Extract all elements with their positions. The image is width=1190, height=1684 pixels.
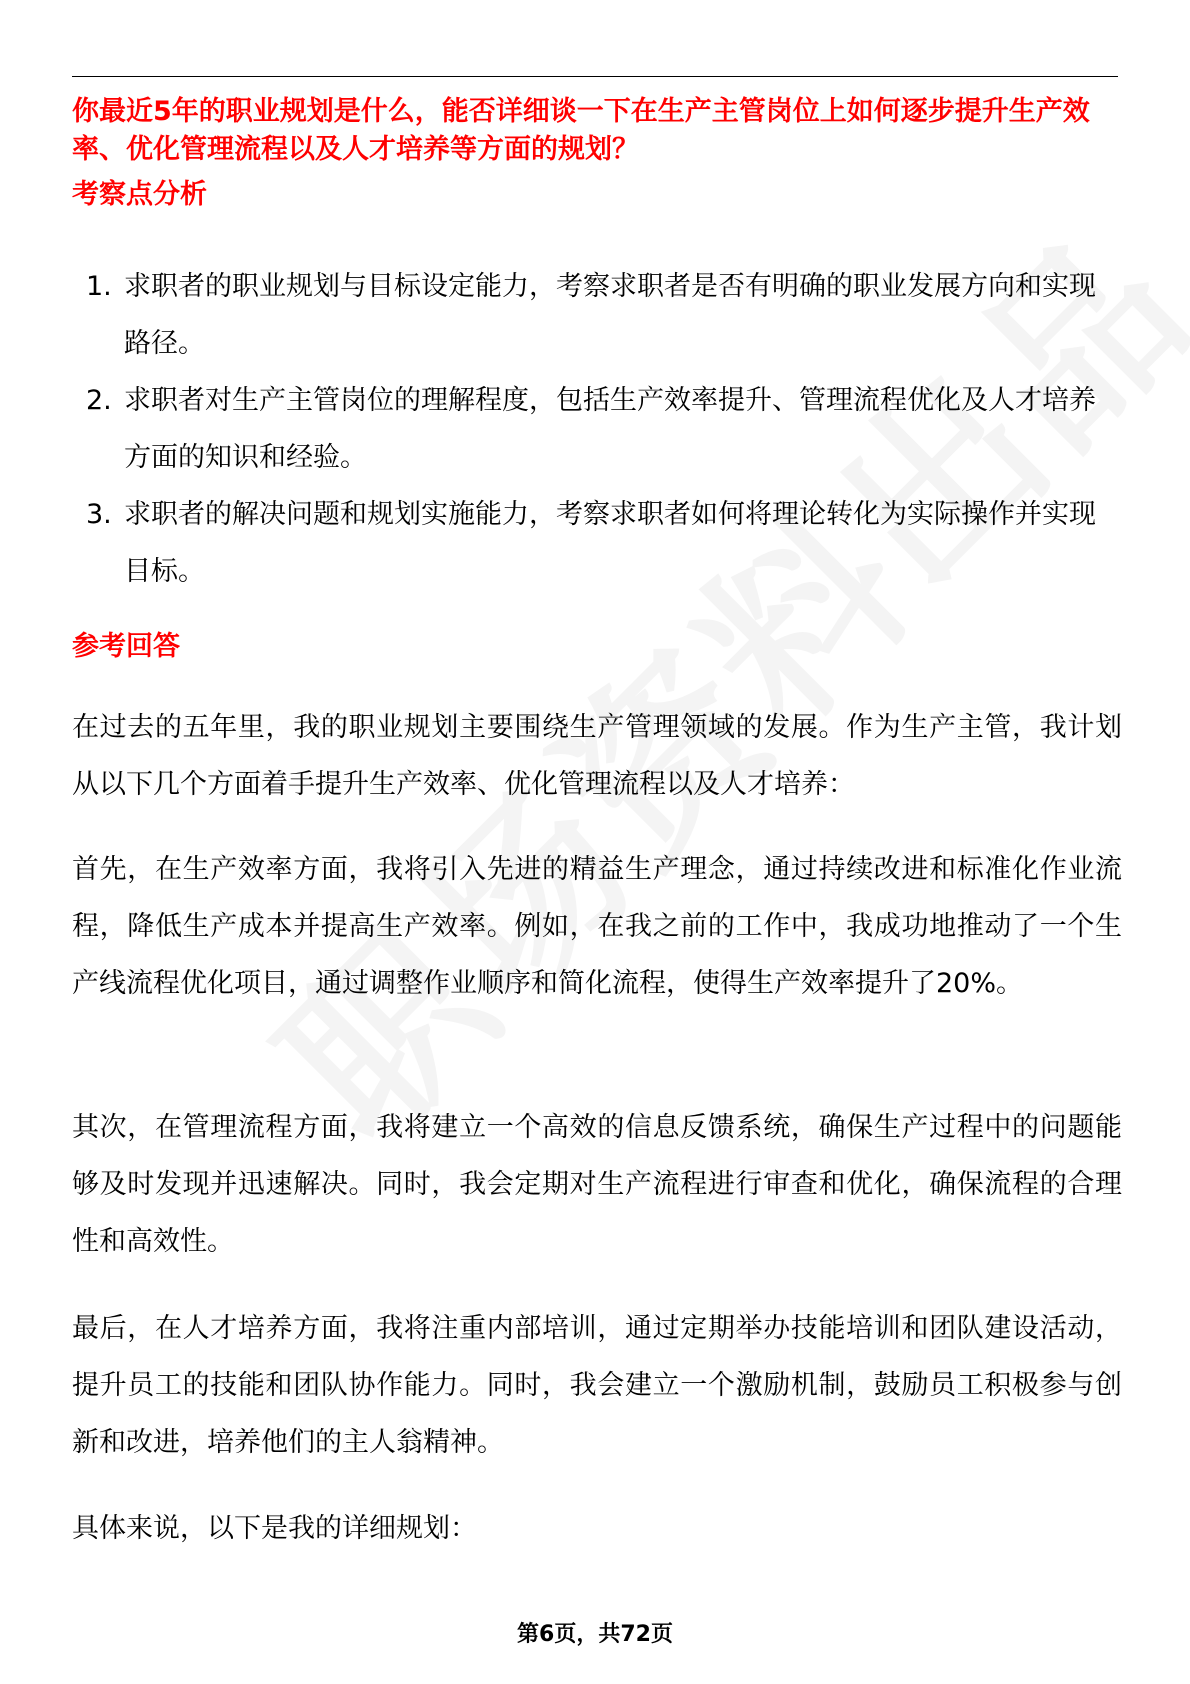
answer-paragraph-details: 具体来说，以下是我的详细规划：: [72, 1513, 477, 1544]
list-item: [72, 258, 1122, 372]
answer-paragraph-process: 其次，在管理流程方面，我将建立一个高效的信息反馈系统，确保生产过程中的问题能够及时发现并迅速解决。同时，我会定期对生产流程进行审查和优化，确保流程的合理性和高效性。: [72, 1112, 1122, 1257]
list-item-text: 求职者对生产主管岗位的理解程度，包括生产效率提升、管理流程优化及人才培养方面的知识和经验。: [124, 385, 1096, 473]
answer-paragraph-intro: 在过去的五年里，我的职业规划主要围绕生产管理领域的发展。作为生产主管，我计划从以下几个方面着手提升生产效率、优化管理流程以及人才培养：: [72, 712, 1122, 800]
answer-paragraph-talent: 最后，在人才培养方面，我将注重内部培训，通过定期举办技能培训和团队建设活动，提升员工的技能和团队协作能力。同时，我会建立一个激励机制，鼓励员工积极参与创新和改进，培养他们的主人翁精神。: [72, 1313, 1122, 1458]
page-number: 第6页，共72页: [517, 1622, 673, 1647]
list-item-text: 求职者的解决问题和规划实施能力，考察求职者如何将理论转化为实际操作并实现目标。: [124, 499, 1096, 587]
list-item: [72, 372, 1122, 486]
list-item-number: 3.: [86, 499, 112, 530]
list-item-number: 1.: [86, 271, 112, 302]
answer-section-title: 参考回答: [72, 631, 180, 662]
analysis-section-title: 考察点分析: [72, 179, 207, 210]
list-item: [72, 486, 1122, 600]
question-heading: 你最近5年的职业规划是什么，能否详细谈一下在生产主管岗位上如何逐步提升生产效率、优化管理流程以及人才培养等方面的规划？: [72, 96, 1090, 165]
answer-paragraph-efficiency: 首先，在生产效率方面，我将引入先进的精益生产理念，通过持续改进和标准化作业流程，降低生产成本并提高生产效率。例如，在我之前的工作中，我成功地推动了一个生产线流程优化项目，通过调整作业顺序和简化流程，使得生产效率提升了20%。: [72, 854, 1122, 999]
header-divider: [72, 76, 1118, 77]
list-item-number: 2.: [86, 385, 112, 416]
analysis-list: [72, 258, 1122, 600]
list-item-text: 求职者的职业规划与目标设定能力，考察求职者是否有明确的职业发展方向和实现路径。: [124, 271, 1096, 359]
